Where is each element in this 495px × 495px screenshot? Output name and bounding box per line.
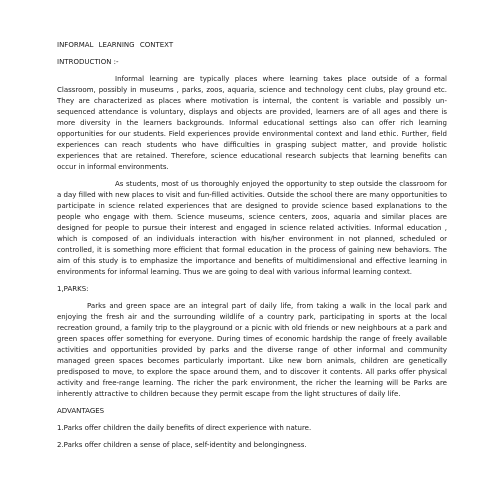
paragraph-parks: Parks and green space are an integral part of daily life, from taking a walk in the local park and enjoying the fresh air and the surrounding wildlife of a country park, participating in sports at the local recreation ground, a family trip to the playground or a picnic with old friends or new neighbours at a park and green spaces offer something for everyone. During times of economic hardship the range of freely available activities and opportunities provided by parks and the diverse range of other informal and community managed green spaces becomes particularly important. Like new born animals, children are genetically predisposed to move, to explore the space around them, and to discover it contents. All parks offer physical activity and free-range learning. The richer the park environment, the richer the learning will be Parks are inherently attractive to children because they permit escape from the light structures of daily life. [57,302,447,398]
advantage-item-2: 2.Parks offer children a sense of place, self-identity and belongingness. [57,441,307,449]
document-page [57,40,447,451]
advantages-heading: ADVANTAGES [57,407,105,415]
paragraph-introduction: Informal learning are typically places where learning takes place outside of a formal Classroom, possibly in museums , parks, zoos, aquaria, science and technology cent clubs, play ground etc. They are characterized as places where motivation is internal, the content is variable and possibly un-sequenced attendance is voluntary, displays and objects are provided, learners are of all ages and there is more diversity in the learners backgrounds. Informal educational settings also can offer rich learning opportunities for our students. Field experiences provide environmental context and land ethic. Further, field experiences can reach students who have difficulties in grasping subject matter, and provide holistic experiences that are retained. Therefore, science educational research subjects that learning benefits can occur in informal environments. [57,75,447,171]
introduction-heading: INTRODUCTION :- [57,58,119,66]
paragraph-students: As students, most of us thoroughly enjoyed the opportunity to step outside the classroom for a day filled with new places to visit and fun-filled activities. Outside the school there are many opportunities to participate in science related experiences that are designed to provide science based explanations to the people who engage with them. Science museums, science centers, zoos, aquaria and similar places are designed for people to pursue their interest and engaged in science related activities. Informal education , which is composed of an individuals interaction with his/her environment in not planned, scheduled or controlled, it is something more efficient that formal education in the process of gaining new behaviors. The aim of this study is to emphasize the importance and benefits of multidimensional and effective learning in environments for informal learning. Thus we are going to deal with various informal learning context. [57,180,447,276]
parks-heading: 1,PARKS: [57,285,89,293]
advantage-item-1: 1.Parks offer children the daily benefits of direct experience with nature. [57,424,312,432]
document-title: INFORMAL LEARNING CONTEXT [57,41,174,49]
